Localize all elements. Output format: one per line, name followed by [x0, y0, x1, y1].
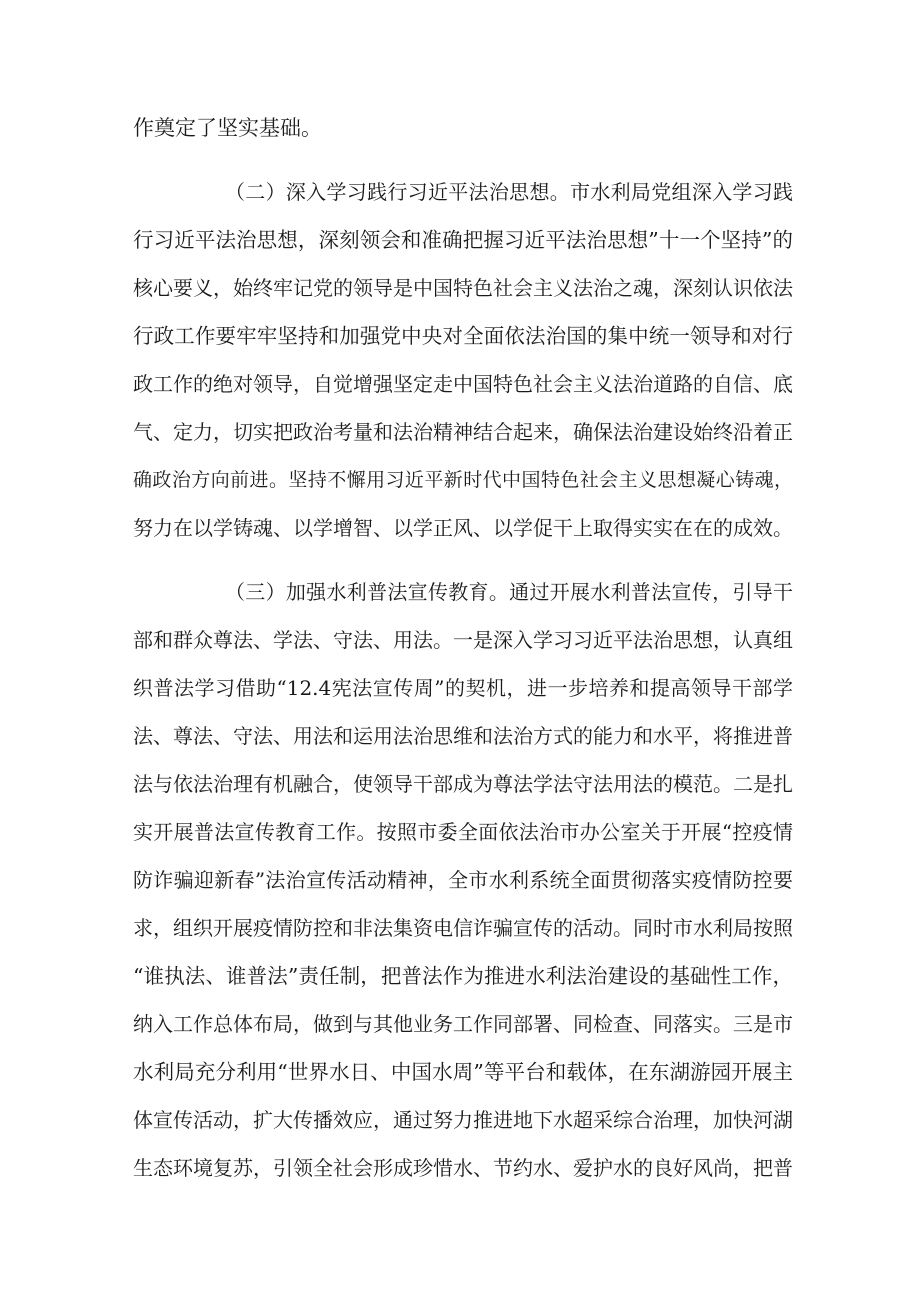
text-line: 实开展普法宣传教育工作。按照市委全面依法治市办公室关于开展“控疫情 — [133, 820, 793, 844]
text-line: 政工作的绝对领导，自觉增强坚定走中国特色社会主义法治道路的自信、底 — [133, 372, 793, 396]
text-line: 防诈骗迎新春”法治宣传活动精神，全市水利系统全面贯彻落实疫情防控要 — [133, 868, 793, 892]
text-line: 核心要义，始终牢记党的领导是中国特色社会主义法治之魂，深刻认识依法 — [133, 276, 793, 300]
text-line: 法与依法治理有机融合，使领导干部成为尊法学法守法用法的模范。二是扎 — [133, 772, 793, 796]
text-line: 求，组织开展疫情防控和非法集资电信诈骗宣传的活动。同时市水利局按照 — [133, 916, 793, 940]
text-line: 生态环境复苏，引领全社会形成珍惜水、节约水、爱护水的良好风尚，把普 — [133, 1156, 793, 1180]
text-line: 行习近平法治思想，深刻领会和准确把握习近平法治思想”十一个坚持”的 — [133, 228, 793, 252]
text-line: “谁执法、谁普法”责任制，把普法作为推进水利法治建设的基础性工作， — [133, 964, 793, 988]
text-line: 作奠定了坚实基础。 — [133, 116, 322, 140]
text-line: 气、定力，切实把政治考量和法治精神结合起来，确保法治建设始终沿着正 — [133, 420, 793, 444]
section-heading-line: （三）加强水利普法宣传教育。通过开展水利普法宣传，引导干 — [225, 580, 793, 604]
section-heading-line: （二）深入学习践行习近平法治思想。市水利局党组深入学习践 — [225, 180, 793, 204]
text-line: 部和群众尊法、学法、守法、用法。一是深入学习习近平法治思想，认真组 — [133, 628, 793, 652]
text-line: 织普法学习借助“12.4宪法宣传周”的契机，进一步培养和提高领导干部学 — [133, 676, 793, 700]
text-line: 体宣传活动，扩大传播效应，通过努力推进地下水超采综合治理，加快河湖 — [133, 1108, 793, 1132]
text-line: 纳入工作总体布局，做到与其他业务工作同部署、同检查、同落实。三是市 — [133, 1012, 793, 1036]
text-line: 努力在以学铸魂、以学增智、以学正风、以学促干上取得实实在在的成效。 — [133, 516, 793, 540]
text-line: 确政治方向前进。坚持不懈用习近平新时代中国特色社会主义思想凝心铸魂， — [133, 469, 793, 491]
text-line: 水利局充分利用“世界水日、中国水周”等平台和载体，在东湖游园开展主 — [133, 1060, 793, 1084]
text-line: 行政工作要牢牢坚持和加强党中央对全面依法治国的集中统一领导和对行 — [133, 324, 793, 348]
text-line: 法、尊法、守法、用法和运用法治思维和法治方式的能力和水平，将推进普 — [133, 724, 793, 748]
